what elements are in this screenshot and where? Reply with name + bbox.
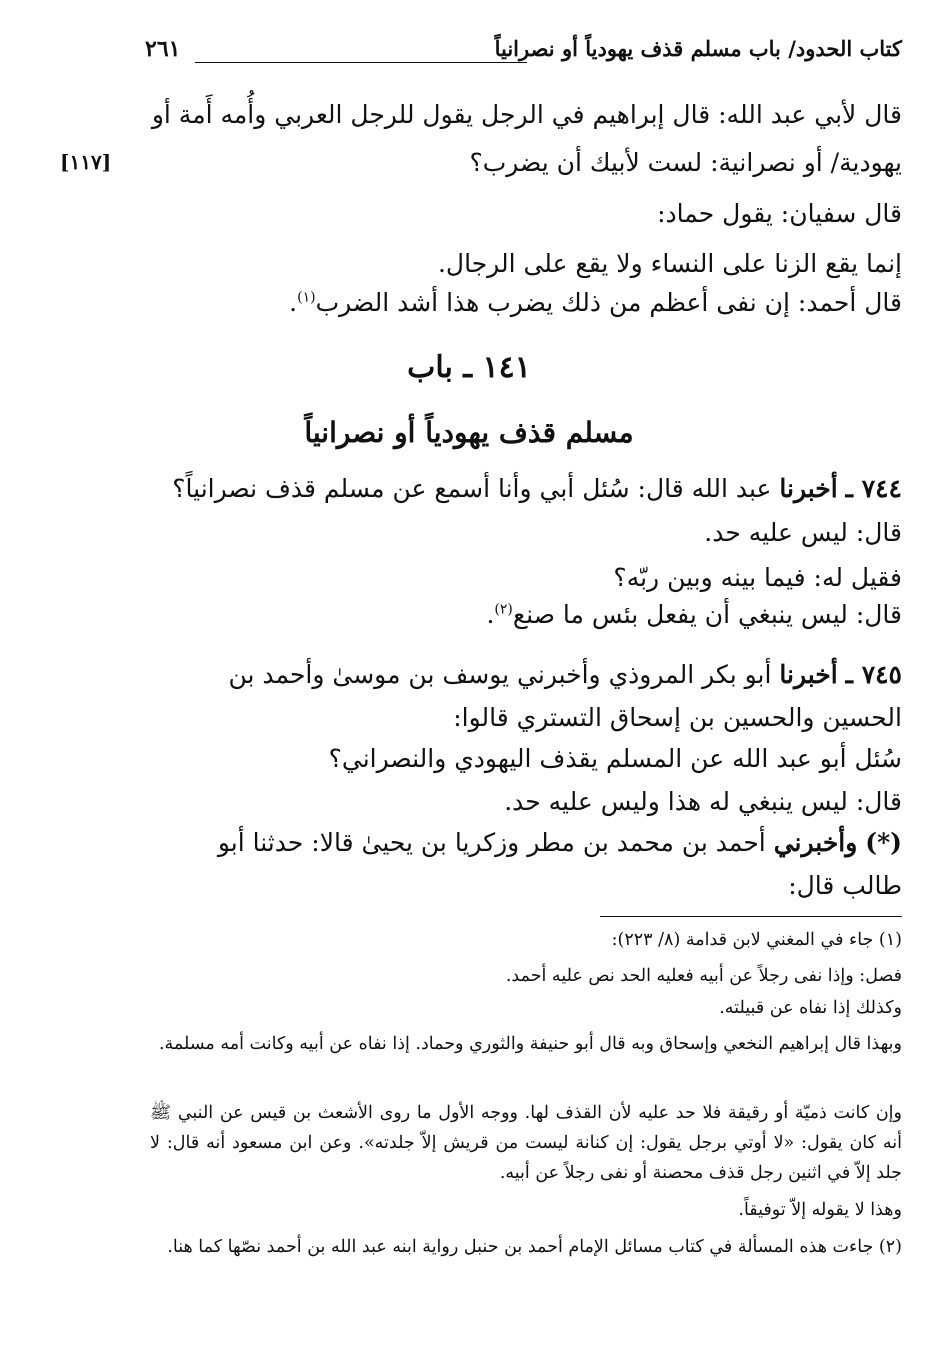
hadith-745-line-1 (228, 660, 902, 689)
star-marker: (*) (865, 828, 902, 857)
hadith-745-line-4: قال: ليس ينبغي له هذا وليس عليه حد. (504, 787, 902, 816)
hadith-745-line-6: طالب قال: (788, 871, 902, 900)
hadith-745-line-5-text: أحمد بن محمد بن مطر وزكريا بن يحيىٰ قالا: حدثنا أبو (217, 828, 766, 857)
intro-line-5 (289, 288, 902, 317)
hadith-744-line-2: قال: ليس عليه حد. (704, 518, 902, 547)
footnote-1-line-2: فصل: وإذا نفى رجلاً عن أبيه فعليه الحد نص عليه أحمد. (505, 966, 902, 986)
header-rule (195, 62, 527, 63)
hadith-745-number: ٧٤٥ ـ (845, 660, 902, 689)
intro-line-5-text: قال أحمد: إن نفى أعظم من ذلك يضرب هذا أشد الضرب (315, 288, 902, 317)
footnote-2-paragraph: (٢) جاءت هذه المسألة في كتاب مسائل الإمام أحمد بن حنبل رواية ابنه عبد الله بن أحمد نصّها كما هنا. (167, 1237, 902, 1257)
intro-line-3: قال سفيان: يقول حماد: (657, 199, 902, 228)
hadith-745-keyword-2: وأخبرني (773, 828, 858, 857)
footnote-1-line-6: وهذا لا يقوله إلاّ توفيقاً. (738, 1200, 902, 1220)
intro-line-1: قال لأبي عبد الله: قال إبراهيم في الرجل يقول للرجل العربي وأُمه أَمة أو (151, 100, 902, 129)
hadith-745-line-3: سُئل أبو عبد الله عن المسلم يقذف اليهودي والنصراني؟ (328, 744, 902, 773)
footnote-1-line-1: (١) جاء في المغني لابن قدامة (٨/ ٢٢٣): (611, 930, 902, 950)
footnote-1-paragraph-4: وبهذا قال إبراهيم النخعي وإسحاق وبه قال أبو حنيفة والثوري وحماد. إذا نفاه عن أبيه وكانت أمه مسلمة. (158, 1034, 902, 1054)
hadith-744-line-3: فقيل له: فيما بينه وبين ربّه؟ (613, 563, 902, 592)
intro-line-5-end: . (289, 288, 298, 317)
footnote-1-paragraph-5: وإن كانت ذميّة أو رقيقة فلا حد عليه لأن القذف لها. ووجه الأول ما روى الأشعث بن قيس عن النبي ﷺ أنه كان يقول: «لا أوتي برجل يقول: إن كنانة ليست من قريش إلاّ جلدته». وعن ابن مسعود أنه قال: لا جلد إلاّ في اثنين رجل قذف محصنة أو نفى رجلاً عن أبيه. (150, 1103, 902, 1183)
hadith-744-line-1 (172, 474, 902, 503)
footnote-ref-2[interactable]: (٢) (494, 601, 513, 618)
hadith-744-number: ٧٤٤ ـ (845, 474, 902, 503)
chapter-number: ١٤١ ـ باب (407, 350, 531, 385)
margin-reference: [١١٧] (60, 150, 112, 174)
intro-line-4: إنما يقع الزنا على النساء ولا يقع على الرجال. (437, 249, 902, 278)
hadith-745-line-1-text: أبو بكر المروذي وأخبرني يوسف بن موسىٰ وأحمد بن (228, 660, 772, 689)
hadith-744-line-1-text: عبد الله قال: سُئل أبي وأنا أسمع عن مسلم قذف نصرانياً؟ (172, 474, 772, 503)
chapter-title: مسلم قذف يهودياً أو نصرانياً (304, 416, 634, 449)
footnote-1-line-3: وكذلك إذا نفاه عن قبيلته. (719, 998, 902, 1018)
hadith-744-line-4-end: . (486, 600, 495, 629)
hadith-744-line-4 (486, 600, 902, 629)
hadith-745-line-2: الحسين والحسين بن إسحاق التستري قالوا: (453, 703, 902, 732)
footnote-separator (600, 916, 902, 917)
hadith-744-keyword: أخبرنا (779, 474, 838, 503)
intro-line-2: يهودية/ أو نصرانية: لست لأبيك أن يضرب؟ (469, 148, 902, 177)
hadith-745-line-5 (218, 828, 902, 857)
page-number: ٢٦١ (145, 36, 181, 62)
hadith-744-line-4-text: قال: ليس ينبغي أن يفعل بئس ما صنع (512, 600, 902, 629)
hadith-745-keyword: أخبرنا (779, 660, 838, 689)
footnote-ref-1[interactable]: (١) (297, 289, 316, 306)
running-header-title: كتاب الحدود/ باب مسلم قذف يهودياً أو نصرانياً (494, 36, 902, 61)
